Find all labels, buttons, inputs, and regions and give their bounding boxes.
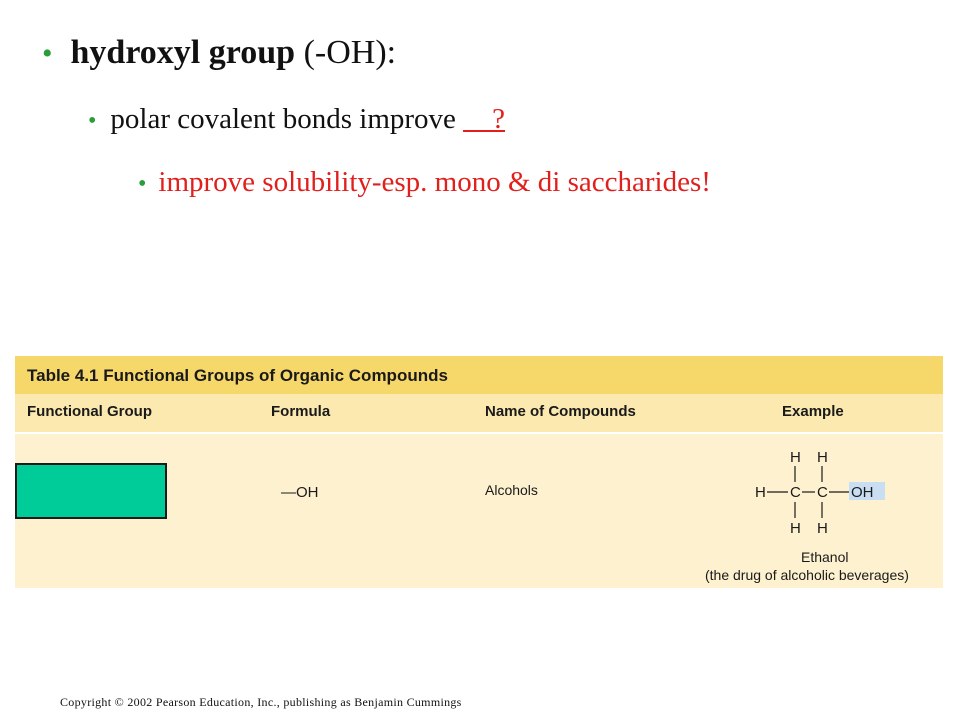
ethanol-structure: [751, 446, 911, 546]
hydroxyl-title: hydroxyl group: [70, 34, 296, 71]
bullet-solubility: [138, 166, 711, 199]
header-example: Example: [782, 403, 844, 420]
copyright-footer: Copyright © 2002 Pearson Education, Inc., publishing as Benjamin Cummings: [60, 695, 462, 709]
atom-h: H: [790, 449, 801, 466]
table-header-row: [15, 394, 943, 434]
atom-c: C: [790, 484, 801, 501]
question-blank: __?: [463, 103, 506, 135]
bullet-hydroxyl-group: [42, 34, 396, 72]
solubility-text: improve solubility-esp. mono & di saccharides!: [158, 166, 711, 198]
atom-c: C: [817, 484, 828, 501]
bullet-dot: •: [138, 171, 147, 197]
compound-name-cell: Alcohols: [485, 482, 538, 498]
atom-h: H: [817, 449, 828, 466]
example-note: (the drug of alcoholic beverages): [705, 567, 909, 583]
atom-oh: OH: [851, 484, 874, 501]
polar-bonds-text: polar covalent bonds improve: [110, 103, 464, 135]
header-formula: Formula: [271, 403, 331, 420]
atom-h: H: [790, 520, 801, 537]
header-functional-group: Functional Group: [27, 403, 152, 420]
answer-cover-box: [15, 463, 167, 519]
bullet-polar-bonds: [88, 103, 505, 136]
table-title: Table 4.1 Functional Groups of Organic Compounds: [15, 356, 943, 394]
atom-h: H: [755, 484, 766, 501]
example-name: Ethanol: [801, 549, 849, 565]
bullet-dot: •: [88, 108, 97, 134]
formula-cell: —OH: [281, 484, 319, 501]
header-name-of-compounds: Name of Compounds: [485, 403, 636, 420]
functional-groups-table: [15, 356, 943, 588]
bullet-dot: •: [42, 37, 53, 70]
hydroxyl-formula: (-OH):: [295, 34, 397, 71]
atom-h: H: [817, 520, 828, 537]
